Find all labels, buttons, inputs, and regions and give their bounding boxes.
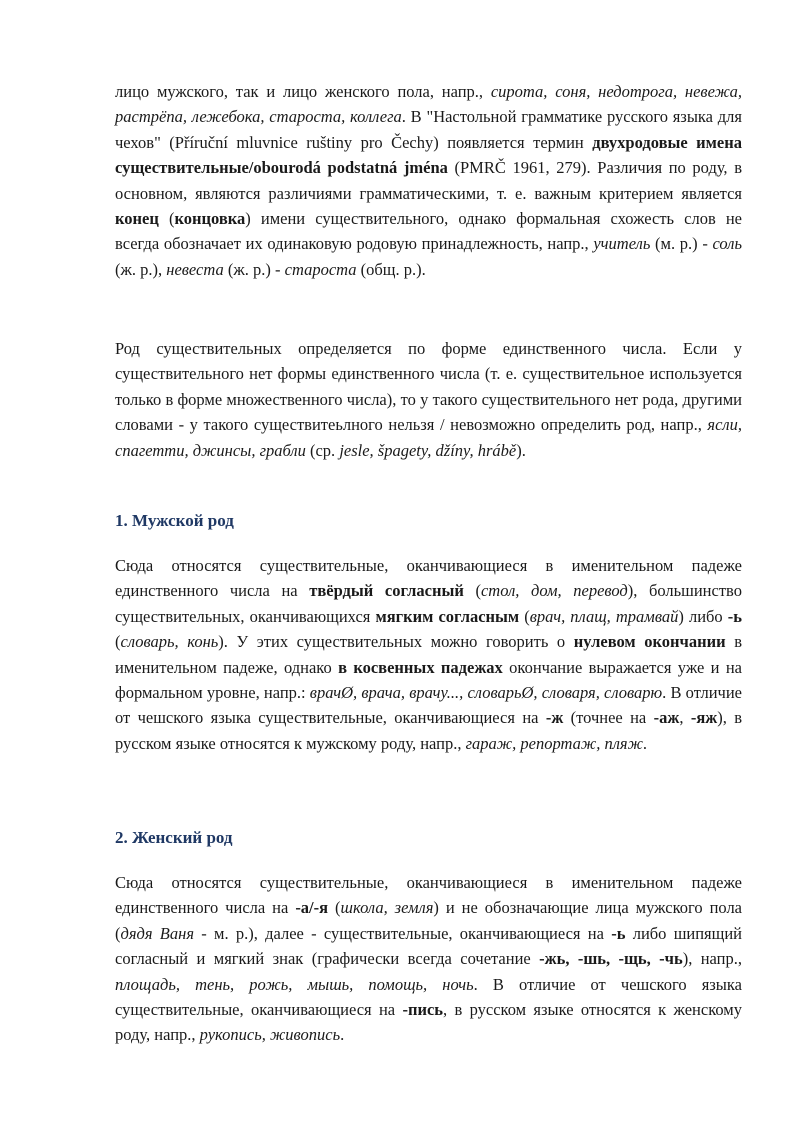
example-word: учитель bbox=[593, 234, 651, 254]
paragraph-feminine bbox=[115, 870, 742, 1048]
example-words: гараж, репортаж, пляж bbox=[465, 733, 643, 753]
text-run: ) имени существительного, однако формальная схожесть слов не всегда обозначает их одинаковую родовую принадлежность, напр., bbox=[115, 209, 743, 254]
text-run: Сюда относятся существительные, оканчивающиеся в именительном падеже единственного числа на bbox=[115, 556, 742, 601]
example-word: староста bbox=[284, 259, 357, 279]
term-bold: двухродовые имена существительные/obourodá podstatná jména bbox=[115, 132, 742, 178]
text-run: (ж. р.) - bbox=[223, 259, 285, 279]
term-bold: -ь bbox=[727, 606, 742, 626]
term-bold: твёрдый согласный bbox=[309, 581, 464, 601]
text-run: ), большинство существительных, оканчивающихся bbox=[115, 581, 742, 626]
example-words: ясли, спагетти, джинсы, грабли bbox=[115, 415, 742, 460]
text-run: (общ. р.). bbox=[356, 259, 426, 279]
term-bold: мягким согласным bbox=[375, 606, 520, 626]
term-bold: -пись bbox=[402, 1000, 444, 1020]
text-run: - м. р.), далее - существительные, оканчивающиеся на bbox=[194, 923, 612, 943]
example-words: словарь, конь bbox=[120, 632, 219, 652]
example-words: врач, плащ, трамвай bbox=[529, 606, 679, 626]
term-bold: в косвенных падежах bbox=[338, 657, 503, 677]
text-run: . bbox=[642, 733, 648, 753]
text-run: (точнее на bbox=[563, 708, 654, 728]
term-bold: -ж bbox=[545, 708, 564, 728]
term-bold: концовка bbox=[174, 209, 246, 229]
text-run: (ж. р.), bbox=[115, 259, 167, 279]
text-run: . В отличие от чешского языка существительные, оканчивающиеся на bbox=[115, 974, 742, 1020]
text-run: либо шипящий согласный и мягкий знак (графически всегда сочетание bbox=[115, 923, 743, 969]
text-run: ( bbox=[115, 632, 121, 652]
paragraph-masculine bbox=[115, 553, 742, 756]
example-words: площадь, тень, рожь, мышь, помощь, ночь bbox=[115, 974, 474, 994]
example-words-czech: jesle, špagety, džíny, hrábě bbox=[339, 440, 517, 460]
section-heading-feminine: 2. Женский род bbox=[115, 828, 233, 847]
example-words: дядя Ваня bbox=[120, 923, 194, 943]
text-run: , в русском языке относятся к женскому роду, напр., bbox=[115, 1000, 742, 1045]
text-run: ( bbox=[463, 581, 481, 601]
paragraph-bigender-nouns bbox=[115, 79, 742, 282]
paragraph-gender-singular bbox=[115, 336, 742, 463]
term-bold: конец bbox=[115, 209, 159, 229]
text-run: ). bbox=[516, 440, 526, 460]
term-bold: -жь, -шь, -щь, -чь bbox=[539, 949, 683, 969]
example-words: врачØ, врача, врачу..., словарьØ, словаря, словарю bbox=[309, 683, 663, 703]
term-bold: нулевом окончании bbox=[573, 632, 726, 652]
term-bold: -а/-я bbox=[295, 898, 329, 918]
text-run: . В "Настольной грамматике русского языка для чехов" (Příruční mluvnice ruštiny pro Čechy) появляется термин bbox=[115, 107, 742, 152]
text-run: окончание выражается уже и на формальном уровне, напр.: bbox=[115, 657, 743, 703]
text-run: . bbox=[340, 1025, 345, 1045]
example-word: соль bbox=[712, 234, 742, 254]
text-run: , bbox=[679, 708, 691, 728]
term-bold: -ь bbox=[611, 923, 626, 943]
example-words: школа, земля bbox=[340, 898, 434, 918]
text-run: ( bbox=[158, 209, 175, 229]
text-run: ). У этих существительных можно говорить о bbox=[218, 632, 574, 652]
text-run: ( bbox=[519, 606, 530, 626]
text-run: в именительном падеже, однако bbox=[115, 632, 742, 677]
example-words: сирота, соня, недотрога, невежа, растрёпа, лежебока, староста, коллега bbox=[115, 82, 742, 127]
text-run: ), напр., bbox=[682, 949, 742, 969]
section-heading-masculine: 1. Мужской род bbox=[115, 511, 234, 530]
example-words: рукопись, живопись bbox=[199, 1025, 341, 1045]
text-run: ( bbox=[328, 898, 341, 918]
term-bold: -аж bbox=[653, 708, 680, 728]
text-run: (м. р.) - bbox=[650, 234, 713, 254]
text-run: ) и не обозначающие лица мужского пола ( bbox=[115, 898, 742, 943]
example-word: невеста bbox=[166, 259, 224, 279]
example-words: стол, дом, перевод bbox=[480, 581, 628, 601]
text-run: Род существительных определяется по форме единственного числа. Если у существительного нет формы единственного числа (т. е. существительное используется только в форме множественного числа), то у такого существительного нет рода, другими словами - у такого существитеьлного нельзя / невозможно определить род, напр., bbox=[115, 339, 742, 435]
text-run: ) либо bbox=[678, 606, 728, 626]
text-run: (ср. bbox=[305, 440, 340, 460]
text-run: ), в русском языке относятся к мужскому роду, напр., bbox=[115, 708, 742, 753]
text-run: (PMRČ 1961, 279). Различия по роду, в основном, являются различиями грамматическими, т. е. важным критерием является bbox=[115, 158, 742, 203]
text-run: . В отличие от чешского языка существительные, оканчивающиеся на bbox=[115, 683, 743, 728]
text-run: Сюда относятся существительные, оканчивающиеся в именительном падеже единственного числа на bbox=[115, 873, 742, 918]
term-bold: -яж bbox=[690, 708, 718, 728]
text-run: лицо мужского, так и лицо женского пола, напр., bbox=[115, 82, 491, 101]
